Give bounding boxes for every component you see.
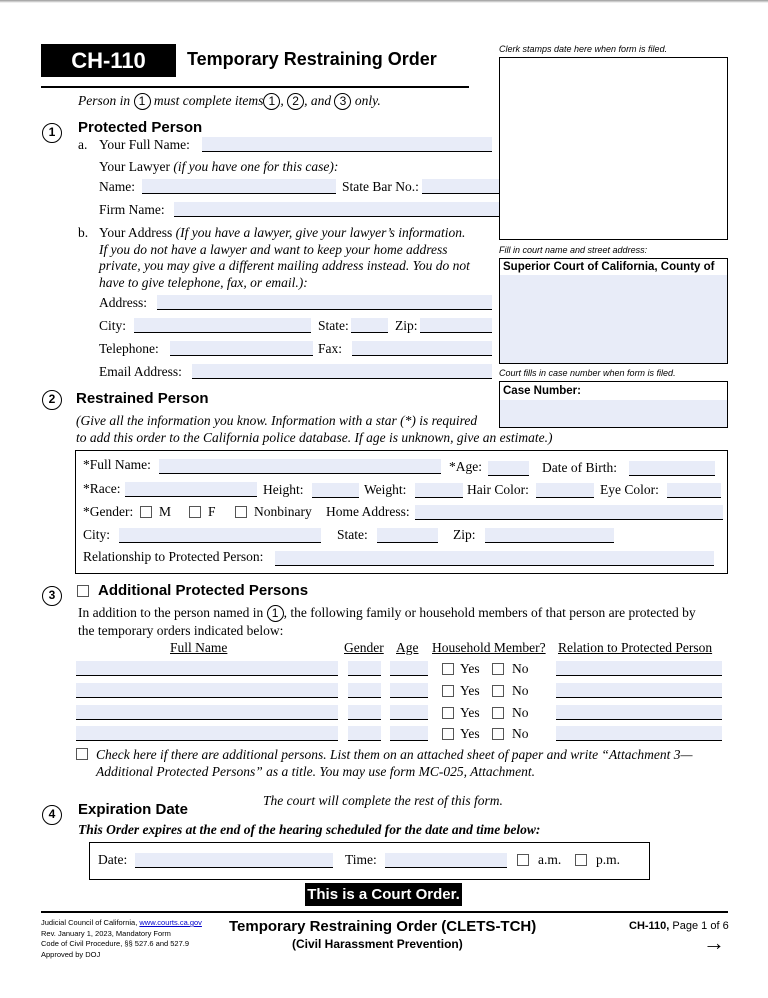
rp-hair-field[interactable] bbox=[536, 483, 594, 498]
address-instructions: Your Address (If you have a lawyer, give your lawyer’s information. If you do not have a lawyer and want to keep your home address private, you may give a different mailing address instead. You do not have to give telephone, fax, or email.): bbox=[99, 225, 470, 290]
row-relation-field[interactable] bbox=[556, 683, 722, 698]
row-no-checkbox[interactable] bbox=[492, 728, 504, 740]
row-relation-field[interactable] bbox=[556, 705, 722, 720]
rp-zip-field[interactable] bbox=[485, 528, 614, 543]
state-label: State: bbox=[318, 318, 349, 333]
zip-field[interactable] bbox=[420, 318, 492, 333]
col-age: Age bbox=[396, 640, 419, 655]
row-gender-field[interactable] bbox=[348, 705, 381, 720]
row-no-label: No bbox=[512, 661, 529, 676]
exp-time-field[interactable] bbox=[385, 853, 507, 868]
top-edge bbox=[0, 0, 768, 3]
row-name-field[interactable] bbox=[76, 726, 338, 741]
footer-legal: Judicial Council of California, www.courts.ca.gov Rev. January 1, 2023, Mandatory Form Code of Civil Procedure, §§ 527.6 and 527.9 Approved by DOJ bbox=[41, 918, 202, 959]
fax-field[interactable] bbox=[352, 341, 492, 356]
row-name-field[interactable] bbox=[76, 683, 338, 698]
rp-height-label: Height: bbox=[263, 482, 304, 497]
row-yes-checkbox[interactable] bbox=[442, 728, 454, 740]
address-label: Address: bbox=[99, 295, 147, 310]
pm-label: p.m. bbox=[596, 852, 621, 867]
attachment-instructions: Check here if there are additional persons. List them on an attached sheet of paper and write “Attachment 3— Additional Protected Persons” as a title. You may use form MC-025, Attachment. bbox=[96, 747, 693, 779]
row-age-field[interactable] bbox=[390, 705, 428, 720]
telephone-field[interactable] bbox=[170, 341, 313, 356]
am-label: a.m. bbox=[538, 852, 562, 867]
firm-name-field[interactable] bbox=[174, 202, 499, 217]
row-gender-field[interactable] bbox=[348, 661, 381, 676]
rp-eye-field[interactable] bbox=[667, 483, 721, 498]
rp-state-label: State: bbox=[337, 527, 368, 542]
row-name-field[interactable] bbox=[76, 705, 338, 720]
fax-label: Fax: bbox=[318, 341, 343, 356]
rp-city-field[interactable] bbox=[119, 528, 321, 543]
row-relation-field[interactable] bbox=[556, 726, 722, 741]
case-number-label: Case Number: bbox=[500, 382, 727, 400]
rp-zip-label: Zip: bbox=[453, 527, 476, 542]
row-yes-checkbox[interactable] bbox=[442, 685, 454, 697]
row-no-label: No bbox=[512, 683, 529, 698]
rp-race-label: *Race: bbox=[83, 481, 121, 496]
additional-persons-checkbox[interactable] bbox=[77, 585, 89, 597]
row-no-label: No bbox=[512, 705, 529, 720]
gender-m-label: M bbox=[159, 504, 172, 519]
clerk-stamp-box bbox=[499, 57, 728, 240]
item-b-marker: b. bbox=[78, 225, 89, 240]
zip-label: Zip: bbox=[395, 318, 418, 333]
rp-relationship-field[interactable] bbox=[275, 551, 714, 566]
rp-weight-label: Weight: bbox=[364, 482, 407, 497]
col-full-name: Full Name bbox=[170, 640, 228, 655]
row-no-checkbox[interactable] bbox=[492, 685, 504, 697]
rp-home-address-label: Home Address: bbox=[326, 504, 410, 519]
item-a-marker: a. bbox=[78, 137, 88, 152]
court-completes-note: The court will complete the rest of this form. bbox=[263, 793, 503, 808]
row-no-label: No bbox=[512, 726, 529, 741]
footer-rule bbox=[41, 911, 728, 913]
section-4-number: 4 bbox=[42, 805, 62, 825]
col-relation: Relation to Protected Person bbox=[558, 640, 713, 655]
section-4-subtitle: This Order expires at the end of the hearing scheduled for the date and time below: bbox=[78, 822, 541, 837]
row-no-checkbox[interactable] bbox=[492, 707, 504, 719]
exp-time-label: Time: bbox=[345, 852, 377, 867]
full-name-label: Your Full Name: bbox=[99, 137, 190, 152]
row-yes-label: Yes bbox=[460, 661, 480, 676]
rp-age-field[interactable] bbox=[488, 461, 529, 476]
section-1-title: Protected Person bbox=[78, 119, 203, 136]
city-label: City: bbox=[99, 318, 127, 333]
state-bar-label: State Bar No.: bbox=[342, 179, 419, 194]
row-yes-label: Yes bbox=[460, 726, 480, 741]
rp-full-name-label: *Full Name: bbox=[83, 457, 151, 472]
rp-full-name-field[interactable] bbox=[159, 459, 441, 474]
section-3-title: Additional Protected Persons bbox=[98, 582, 309, 599]
rp-hair-label: Hair Color: bbox=[467, 482, 529, 497]
courts-link[interactable]: www.courts.ca.gov bbox=[139, 918, 202, 927]
rp-dob-label: Date of Birth: bbox=[542, 460, 617, 475]
state-bar-field[interactable] bbox=[422, 179, 499, 194]
section-2-title: Restrained Person bbox=[76, 390, 209, 407]
footer-page: CH-110, Page 1 of 6 bbox=[629, 920, 729, 932]
gender-nonbinary-label: Nonbinary bbox=[254, 504, 312, 519]
exp-date-field[interactable] bbox=[135, 853, 333, 868]
row-age-field[interactable] bbox=[390, 661, 428, 676]
rp-home-address-field[interactable] bbox=[415, 505, 723, 520]
attachment-checkbox[interactable] bbox=[76, 748, 88, 760]
gender-f-label: F bbox=[208, 504, 216, 519]
row-yes-label: Yes bbox=[460, 705, 480, 720]
court-order-badge: This is a Court Order. bbox=[305, 883, 462, 906]
address-field[interactable] bbox=[157, 295, 492, 310]
rp-relationship-label: Relationship to Protected Person: bbox=[83, 549, 264, 564]
row-age-field[interactable] bbox=[390, 726, 428, 741]
rp-height-field[interactable] bbox=[312, 483, 359, 498]
case-number-info: Court fills in case number when form is filed. bbox=[499, 368, 676, 378]
row-age-field[interactable] bbox=[390, 683, 428, 698]
form-number-badge: CH-110 bbox=[41, 44, 176, 77]
section-4-title: Expiration Date bbox=[78, 801, 189, 818]
firm-name-label: Firm Name: bbox=[99, 202, 165, 217]
row-no-checkbox[interactable] bbox=[492, 663, 504, 675]
lawyer-name-field[interactable] bbox=[142, 179, 336, 194]
exp-date-label: Date: bbox=[98, 852, 128, 867]
section-2-number: 2 bbox=[42, 390, 62, 410]
next-page-arrow-icon[interactable]: → bbox=[703, 930, 725, 955]
rp-race-field[interactable] bbox=[125, 482, 257, 497]
row-gender-field[interactable] bbox=[348, 683, 381, 698]
rp-dob-field[interactable] bbox=[629, 461, 715, 476]
section-2-note: (Give all the information you know. Information with a star (*) is required to add this order to the California police database. If age is unknown, give an estimate.) bbox=[76, 413, 553, 445]
header-rule bbox=[41, 86, 469, 88]
rp-gender-label: *Gender: bbox=[83, 504, 134, 519]
intro-instruction: Person in 1 must complete items 1 , 2 , and 3 only. bbox=[78, 93, 381, 109]
pm-checkbox[interactable] bbox=[575, 854, 587, 866]
section-3-number: 3 bbox=[42, 586, 62, 606]
rp-state-field[interactable] bbox=[377, 528, 438, 543]
rp-weight-field[interactable] bbox=[415, 483, 463, 498]
col-gender: Gender bbox=[344, 640, 384, 655]
state-field[interactable] bbox=[351, 318, 388, 333]
row-relation-field[interactable] bbox=[556, 661, 722, 676]
email-field[interactable] bbox=[192, 364, 492, 379]
section-1-number: 1 bbox=[42, 123, 62, 143]
section-3-description: In addition to the person named in 1 , the following family or household members of that person are protected by the temporary orders indicated below: bbox=[78, 605, 696, 639]
court-name-label: Fill in court name and street address: bbox=[499, 245, 648, 255]
city-field[interactable] bbox=[134, 318, 311, 333]
gender-nonbinary-checkbox[interactable] bbox=[235, 506, 247, 518]
court-name-box[interactable] bbox=[499, 258, 728, 364]
rp-eye-label: Eye Color: bbox=[600, 482, 659, 497]
footer-title: Temporary Restraining Order (CLETS-TCH) bbox=[229, 918, 537, 935]
gender-m-checkbox[interactable] bbox=[140, 506, 152, 518]
row-yes-label: Yes bbox=[460, 683, 480, 698]
footer-subtitle: (Civil Harassment Prevention) bbox=[292, 937, 463, 951]
telephone-label: Telephone: bbox=[99, 341, 159, 356]
rp-age-label: *Age: bbox=[449, 459, 482, 474]
row-yes-checkbox[interactable] bbox=[442, 707, 454, 719]
full-name-field[interactable] bbox=[202, 137, 492, 152]
row-gender-field[interactable] bbox=[348, 726, 381, 741]
court-name-value: Superior Court of California, County of bbox=[500, 259, 727, 275]
gender-f-checkbox[interactable] bbox=[189, 506, 201, 518]
clerk-stamp-label: Clerk stamps date here when form is filed. bbox=[499, 44, 668, 54]
form-title: Temporary Restraining Order bbox=[187, 49, 437, 69]
am-checkbox[interactable] bbox=[517, 854, 529, 866]
lawyer-name-label: Name: bbox=[99, 179, 135, 194]
row-name-field[interactable] bbox=[76, 661, 338, 676]
col-household-member: Household Member? bbox=[432, 640, 546, 655]
lawyer-label: Your Lawyer (if you have one for this case): bbox=[99, 159, 339, 174]
row-yes-checkbox[interactable] bbox=[442, 663, 454, 675]
rp-city-label: City: bbox=[83, 527, 111, 542]
email-label: Email Address: bbox=[99, 364, 182, 379]
